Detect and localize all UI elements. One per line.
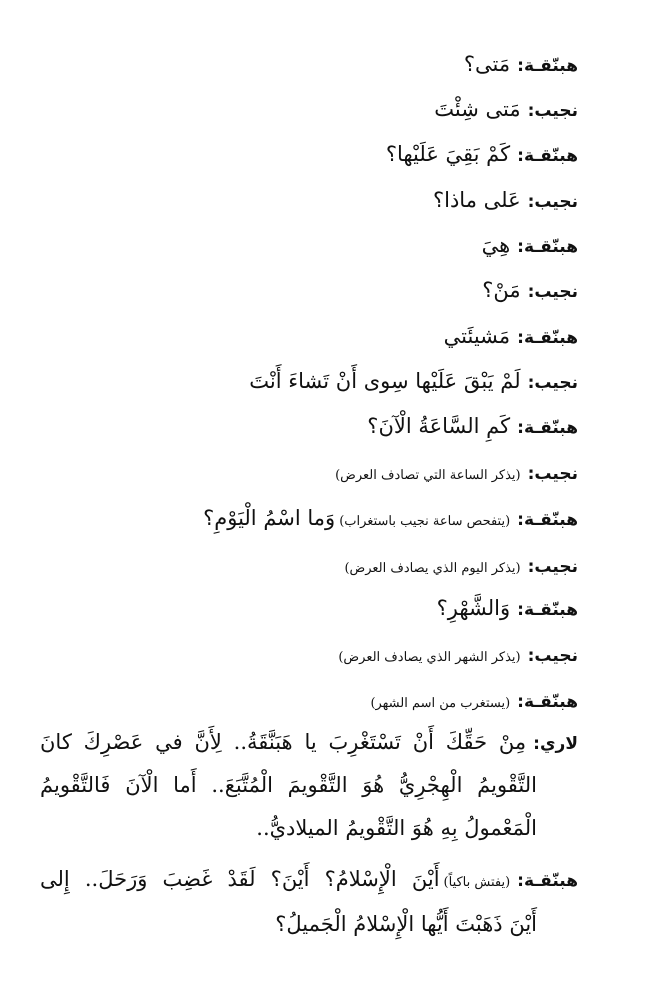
speech-text: وَما اسْمُ الْيَوْمِ؟ xyxy=(203,506,336,530)
dialogue-line: نجيب : عَلى ماذا؟ xyxy=(432,188,578,212)
dialogue-line: هبنّقـة : (يتفحص ساعة نجيب باستغراب) وَما اسْمُ الْيَوْمِ؟ xyxy=(203,506,578,530)
speech-text: عَلى ماذا؟ xyxy=(432,188,521,212)
dialogue-line: نجيب : (يذكر الساعة التي تصادف العرض) xyxy=(335,464,578,484)
speaker-name: هبنّقـة xyxy=(523,418,578,438)
dialogue-line: هبنّقـة : وَالشَّهْرِ؟ xyxy=(436,596,578,620)
speech-text: هِيَ xyxy=(481,233,511,257)
speaker-name: هبنّقـة xyxy=(523,692,578,712)
dialogue-line: هبنّقـة : مَشيئَتي xyxy=(443,324,578,348)
speaker-name: نجيب xyxy=(534,282,578,302)
dialogue-line: هبنّقـة : (يستغرب من اسم الشهر) xyxy=(370,692,578,712)
speech-continuation: التَّقْويمُ الْهِجْرِيُّ هُوَ التَّقْويمَ الْمُتَّبَعَ.. أَما الْآنَ فَالتَّقْويمُ xyxy=(40,773,537,797)
speech-text: وَالشَّهْرِ؟ xyxy=(436,596,511,620)
speech-continuation: أَيْنَ ذَهَبْتَ أَيُّها الْإِسْلامُ الْجَميلُ؟ xyxy=(275,912,537,936)
dialogue-line: هبنّقـة : مَتى؟ xyxy=(463,52,578,76)
dialogue-line: نجيب : (يذكر الشهر الذي يصادف العرض) xyxy=(338,646,578,666)
stage-direction: (يتفحص ساعة نجيب باستغراب) xyxy=(339,514,511,529)
speech-text: مَنْ؟ xyxy=(482,278,521,302)
speaker-name: نجيب xyxy=(534,646,578,666)
dialogue-line: هبنّقـة : هِيَ xyxy=(481,233,578,257)
stage-direction: (يذكر اليوم الذي يصادف العرض) xyxy=(344,561,521,576)
speaker-name: نجيب xyxy=(534,464,578,484)
dialogue-line-final: هبنّقـة : (يفتش باكياً) أَيْنَ الْإِسْلامُ؟ أَيْنَ؟ لَقَدْ غَضِبَ وَرَحَلَ.. إِلى xyxy=(40,867,578,891)
speaker-name: نجيب xyxy=(534,557,578,577)
speaker-name: هبنّقـة xyxy=(523,871,578,891)
dialogue-line: نجيب : مَتى شِئْتَ xyxy=(434,97,578,121)
speaker-name: نجيب xyxy=(534,373,578,393)
speaker-name: هبنّقـة xyxy=(523,146,578,166)
dialogue-line: نجيب : (يذكر اليوم الذي يصادف العرض) xyxy=(344,557,578,577)
speaker-name: هبنّقـة xyxy=(523,56,578,76)
speaker-name: هبنّقـة xyxy=(523,510,578,530)
speaker-name: هبنّقـة xyxy=(523,328,578,348)
speech-text: مَتى؟ xyxy=(463,52,511,76)
speech-text: مَتى شِئْتَ xyxy=(434,97,521,121)
speech-continuation: الْمَعْمولُ بِهِ هُوَ التَّقْويمُ الميلاديُّ.. xyxy=(256,816,537,840)
speaker-name: لاري xyxy=(539,734,578,754)
speech-text: مَشيئَتي xyxy=(443,324,511,348)
dialogue-line: هبنّقـة : كَمِ السَّاعَةُ الْآنَ؟ xyxy=(367,414,578,438)
speaker-name: نجيب xyxy=(534,192,578,212)
speech-text: أَيْنَ الْإِسْلامُ؟ أَيْنَ؟ لَقَدْ غَضِبَ وَرَحَلَ.. إِلى xyxy=(40,867,440,891)
speaker-name: هبنّقـة xyxy=(523,600,578,620)
stage-direction: (يفتش باكياً) xyxy=(443,875,511,890)
speech-text: كَمْ بَقِيَ عَلَيْها؟ xyxy=(385,142,511,166)
speech-text: كَمِ السَّاعَةُ الْآنَ؟ xyxy=(367,414,511,438)
speaker-name: نجيب xyxy=(534,101,578,121)
dialogue-line-laari: لاري : مِنْ حَقِّكَ أَنْ تَسْتَغْرِبَ يا هَبَنَّقَةُ.. لِأَنَّ في عَصْرِكَ كانَ xyxy=(40,730,578,754)
speech-text: لَمْ يَبْقَ عَلَيْها سِوى أَنْ تَشاءَ أَنْتَ xyxy=(249,369,521,393)
stage-direction: (يذكر الشهر الذي يصادف العرض) xyxy=(338,650,521,665)
dialogue-line: هبنّقـة : كَمْ بَقِيَ عَلَيْها؟ xyxy=(385,142,578,166)
stage-direction: (يذكر الساعة التي تصادف العرض) xyxy=(335,468,521,483)
dialogue-line: نجيب : لَمْ يَبْقَ عَلَيْها سِوى أَنْ تَشاءَ أَنْتَ xyxy=(249,369,578,393)
speaker-name: هبنّقـة xyxy=(523,237,578,257)
dialogue-line: نجيب : مَنْ؟ xyxy=(482,278,578,302)
stage-direction: (يستغرب من اسم الشهر) xyxy=(370,696,511,711)
speech-text: مِنْ حَقِّكَ أَنْ تَسْتَغْرِبَ يا هَبَنَّقَةُ.. لِأَنَّ في عَصْرِكَ كانَ xyxy=(40,730,527,754)
